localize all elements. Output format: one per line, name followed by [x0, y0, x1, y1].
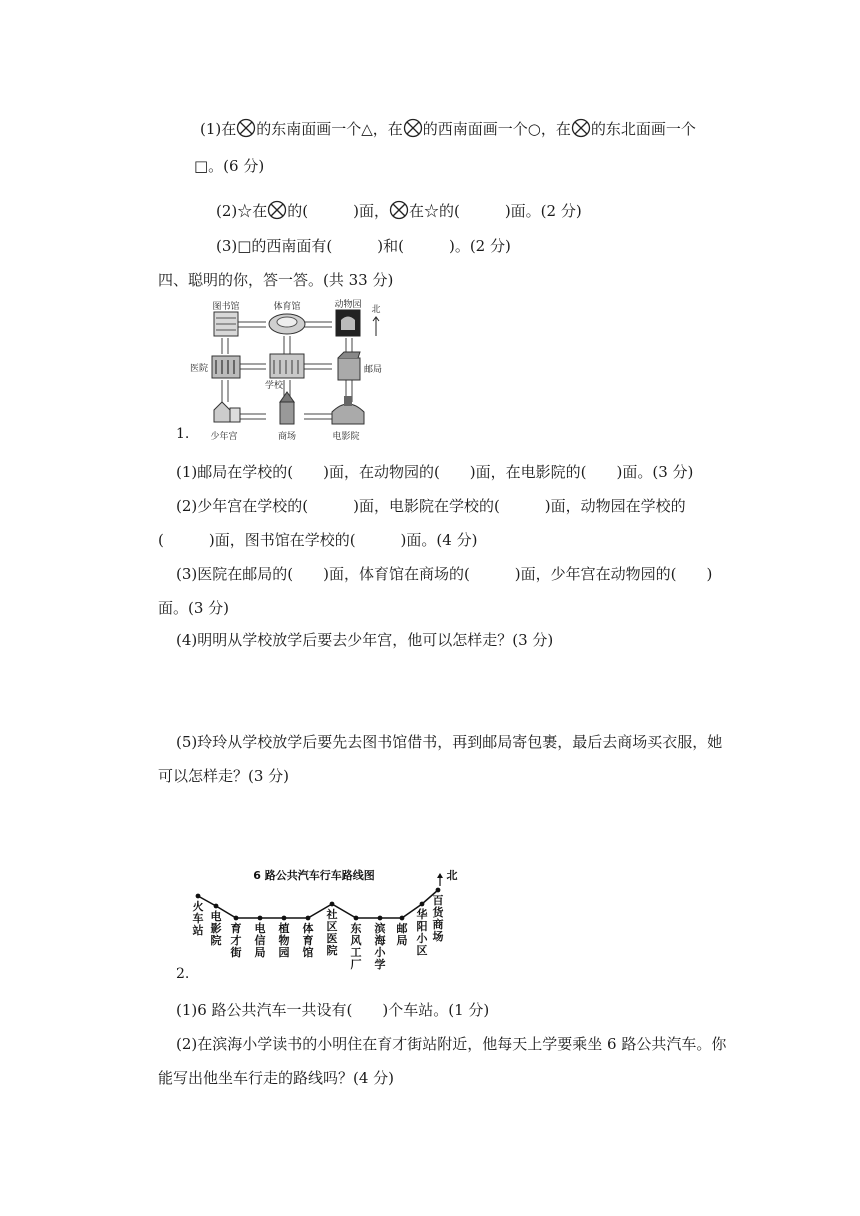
town-map-figure — [186, 298, 396, 446]
q3-1-line2: □。(6 分) — [194, 157, 265, 175]
bus-stop-marker — [282, 916, 287, 921]
bus-stop-marker — [234, 916, 239, 921]
figure-number-2: 2. — [176, 966, 190, 982]
bus-stop-marker — [258, 916, 263, 921]
library-building-icon — [214, 312, 238, 336]
bus-stop-marker — [354, 916, 359, 921]
bus-stop-label: 电信局 — [254, 922, 266, 959]
bus-stop-label: 育才街 — [230, 922, 242, 959]
bus-route-title: 6 路公共汽车行车路线图 — [253, 869, 375, 882]
q3-1-text-d: 的东北面画一个 — [590, 120, 696, 138]
post-office-building-icon — [338, 352, 360, 380]
bus-stop-marker — [436, 888, 441, 893]
bus-stop-marker — [400, 916, 405, 921]
bus-stop-label: 电影院 — [210, 910, 222, 947]
q3-3-line: (3)□的西南面有( )和( )。(2 分) — [216, 237, 511, 255]
p2-q2-line1: (2)在滨海小学读书的小明住在育才街站附近，他每天上学要乘坐 6 路公共汽车。你 — [176, 1035, 727, 1053]
q3-2-text-b: 的( )面， — [287, 202, 389, 220]
mall-building-icon — [280, 392, 294, 424]
bus-stop-marker — [214, 904, 219, 909]
bus-stop-label: 滨海小学 — [374, 922, 386, 971]
label-mall: 商场 — [277, 432, 297, 442]
p1-q3-line2: 面。(3 分) — [158, 599, 230, 617]
zoo-building-icon — [336, 310, 360, 336]
cinema-building-icon — [332, 396, 364, 424]
label-youth-palace: 少年宫 — [210, 432, 238, 442]
bus-stop-marker — [378, 916, 383, 921]
q3-2-line — [216, 200, 582, 221]
circled-x-icon — [236, 118, 256, 138]
section4-title: 四、聪明的你，答一答。(共 33 分) — [158, 271, 394, 289]
circled-x-icon — [267, 200, 287, 220]
q3-1-text-a: (1)在 — [200, 120, 237, 138]
north-label: 北 — [371, 305, 381, 315]
bus-route-figure — [186, 862, 466, 978]
label-library: 图书馆 — [212, 302, 240, 312]
bus-stop-marker — [196, 894, 201, 899]
p2-q2-line2: 能写出他坐车行走的路线吗？(4 分) — [158, 1069, 395, 1087]
p1-q2-line2: ( )面，图书馆在学校的( )面。(4 分) — [158, 531, 478, 549]
bus-stop-label: 体育馆 — [302, 922, 314, 959]
north-arrow-icon — [373, 317, 379, 336]
bus-stop-label: 植物园 — [278, 922, 290, 959]
q3-1-text-b: 的东南面画一个△，在 — [256, 120, 403, 138]
label-school: 学校 — [264, 381, 284, 391]
bus-stop-label: 火车站 — [192, 900, 204, 937]
p1-q4: (4)明明从学校放学后要去少年宫，他可以怎样走？(3 分) — [176, 631, 554, 649]
p2-q1: (1)6 路公共汽车一共设有( )个车站。(1 分) — [176, 1001, 490, 1019]
q3-2-text-a: (2)☆在 — [216, 202, 268, 220]
circled-x-icon — [389, 200, 409, 220]
label-hospital: 医院 — [190, 364, 209, 374]
bus-stop-marker — [330, 902, 335, 907]
hospital-building-icon — [212, 356, 240, 378]
q3-1-text-c: 的西南面画一个○，在 — [422, 120, 571, 138]
p1-q2-line1: (2)少年宫在学校的( )面，电影院在学校的( )面，动物园在学校的 — [176, 497, 686, 515]
p1-q5-line1: (5)玲玲从学校放学后要先去图书馆借书，再到邮局寄包裹，最后去商场买衣服，她 — [176, 733, 723, 751]
youth-palace-building-icon — [214, 402, 240, 422]
bus-stop-label: 东风工厂 — [350, 922, 362, 971]
bus-stop-label: 华阳小区 — [416, 908, 428, 957]
gym-building-icon — [269, 314, 305, 334]
route-north-label: 北 — [446, 869, 458, 882]
label-zoo: 动物园 — [334, 300, 362, 310]
bus-stop-marker — [420, 902, 425, 907]
q3-1-line1 — [200, 118, 696, 139]
figure-number-1: 1. — [176, 426, 190, 442]
bus-stop-label: 邮局 — [396, 922, 408, 947]
p1-q5-line2: 可以怎样走？(3 分) — [158, 767, 290, 785]
p1-q3-line1: (3)医院在邮局的( )面，体育馆在商场的( )面，少年宫在动物园的( ) — [176, 565, 713, 583]
bus-stop-marker — [306, 916, 311, 921]
circled-x-icon — [403, 118, 423, 138]
p1-q1: (1)邮局在学校的( )面，在动物园的( )面，在电影院的( )面。(3 分) — [176, 463, 694, 481]
q3-2-text-c: 在☆的( )面。(2 分) — [408, 202, 582, 220]
school-building-icon — [270, 354, 304, 378]
route-north-arrow-icon — [437, 873, 443, 886]
label-gym: 体育馆 — [273, 302, 301, 312]
label-post: 邮局 — [364, 365, 383, 375]
circled-x-icon — [571, 118, 591, 138]
route-line — [198, 890, 438, 918]
bus-stop-label: 社区医院 — [326, 908, 338, 957]
label-cinema: 电影院 — [332, 432, 360, 442]
bus-stop-label: 百货商场 — [432, 894, 444, 943]
